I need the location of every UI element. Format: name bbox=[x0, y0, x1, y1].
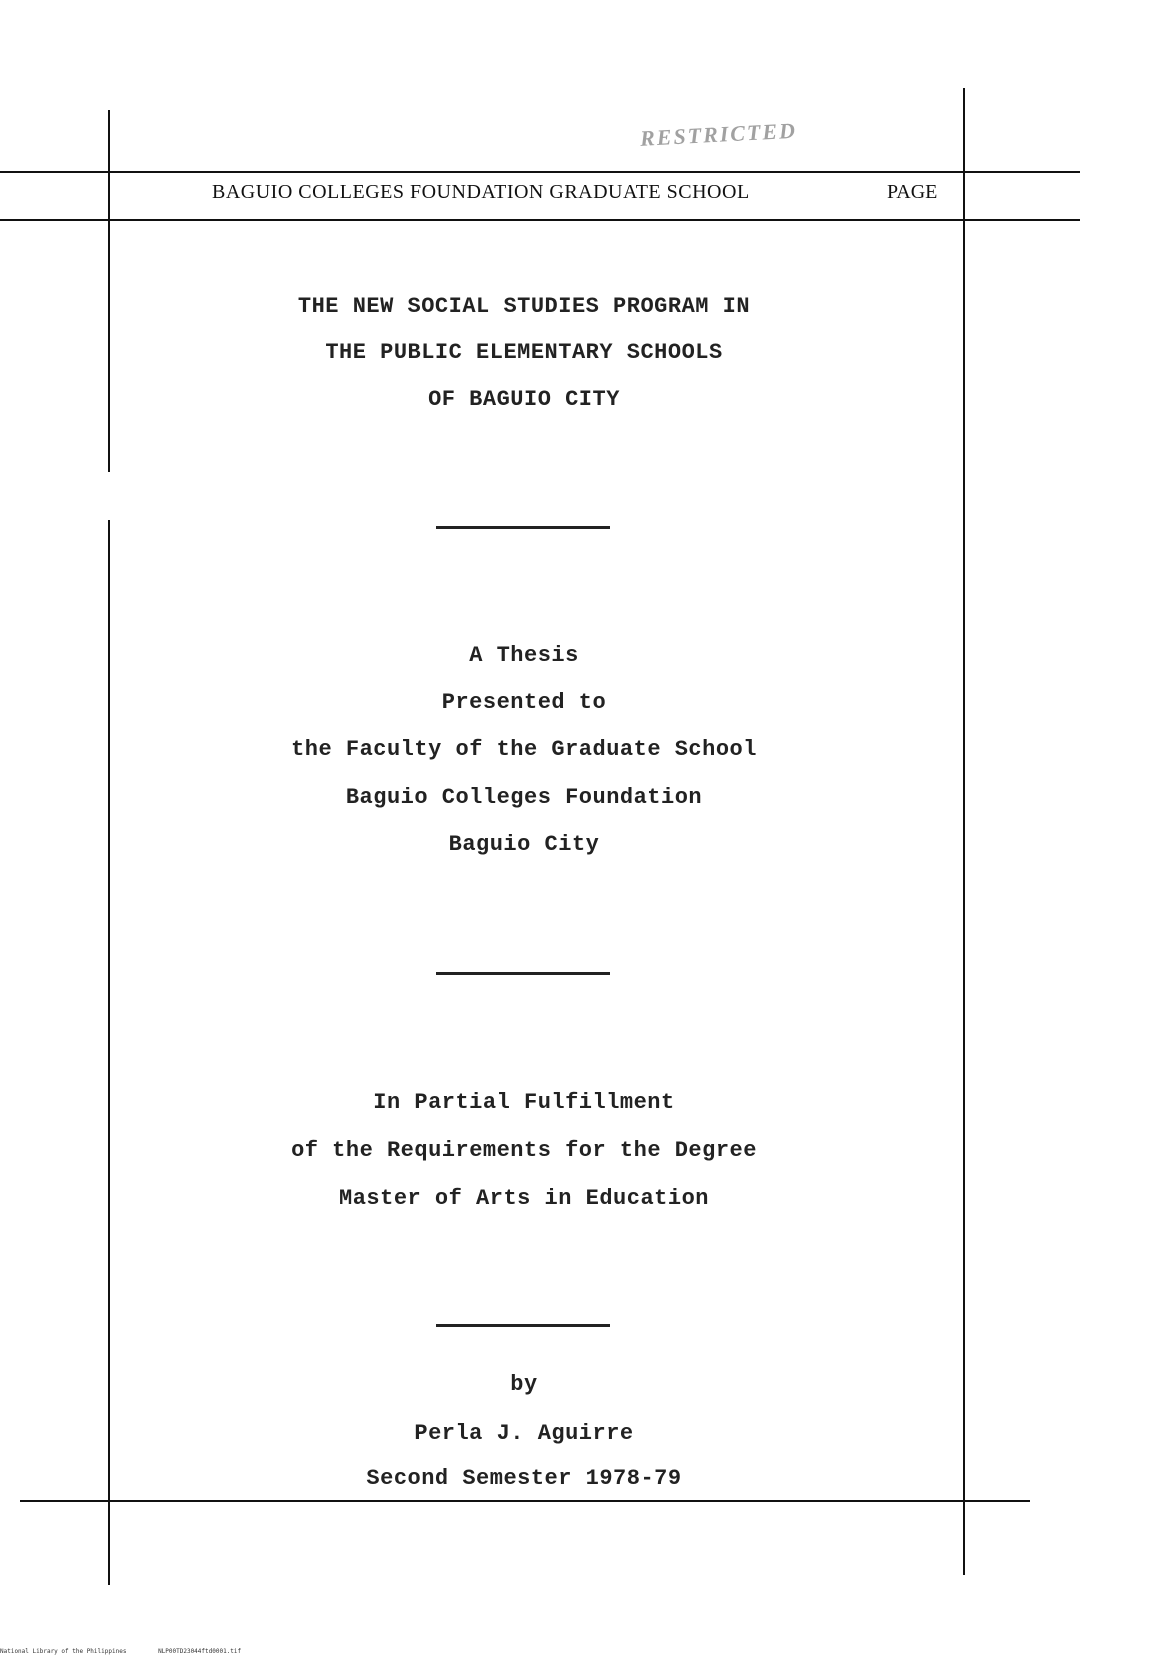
library-credit: National Library of the Philippines bbox=[0, 1648, 127, 1655]
divider-rule-1 bbox=[436, 526, 610, 529]
title-line-2: THE PUBLIC ELEMENTARY SCHOOLS bbox=[325, 340, 723, 365]
degree-line: Master of Arts in Education bbox=[339, 1186, 709, 1211]
semester-line: Second Semester 1978-79 bbox=[366, 1466, 682, 1491]
presented-to-line: Presented to bbox=[441, 690, 607, 715]
fulfillment-line-2: of the Requirements for the Degree bbox=[291, 1138, 757, 1163]
faculty-line: the Faculty of the Graduate School bbox=[291, 737, 757, 762]
page-label: PAGE bbox=[887, 181, 938, 203]
by-line: by bbox=[510, 1372, 538, 1397]
library-stamp: RESTRICTED bbox=[639, 117, 798, 151]
title-line-3: OF BAGUIO CITY bbox=[428, 387, 620, 412]
header-bottom-rule bbox=[0, 219, 1080, 221]
scan-filename: NLP00TD23044ftd0001.tif bbox=[158, 1648, 242, 1655]
author-name: Perla J. Aguirre bbox=[414, 1421, 634, 1446]
college-line: Baguio Colleges Foundation bbox=[345, 785, 703, 810]
thesis-line: A Thesis bbox=[469, 643, 579, 668]
divider-rule-2 bbox=[436, 972, 610, 975]
city-line: Baguio City bbox=[448, 832, 600, 857]
header-top-rule bbox=[0, 171, 1080, 173]
institution-header: BAGUIO COLLEGES FOUNDATION GRADUATE SCHOOL bbox=[212, 181, 750, 203]
divider-rule-3 bbox=[436, 1324, 610, 1327]
scan-footer bbox=[0, 1648, 269, 1655]
fulfillment-line-1: In Partial Fulfillment bbox=[373, 1090, 675, 1115]
frame-left-line-top bbox=[108, 110, 110, 472]
title-line-1: THE NEW SOCIAL STUDIES PROGRAM IN bbox=[297, 294, 751, 319]
bottom-rule bbox=[20, 1500, 1030, 1502]
